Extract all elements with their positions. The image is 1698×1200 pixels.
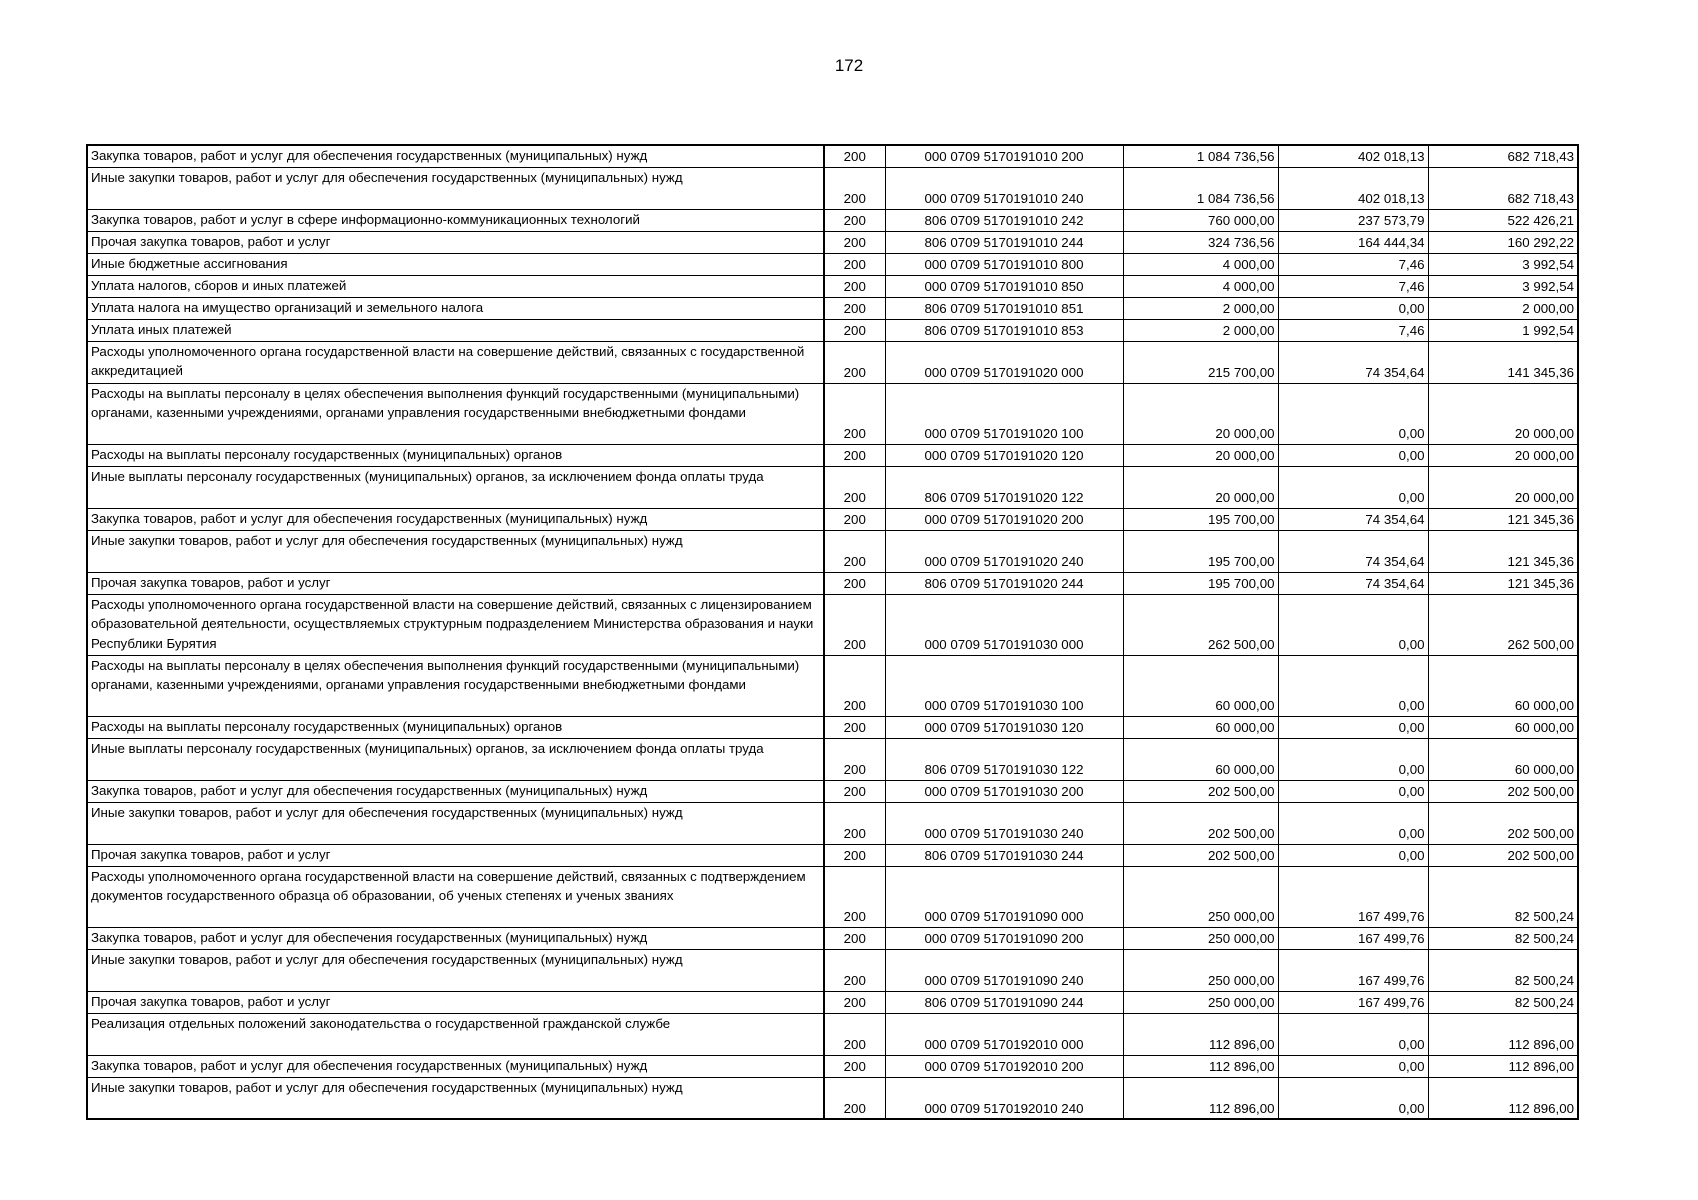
row-approved-amount-cell: 20 000,00: [1123, 466, 1278, 508]
row-name-cell: Прочая закупка товаров, работ и услуг: [87, 991, 824, 1013]
row-remaining-amount-cell: 202 500,00: [1428, 844, 1578, 866]
row-approved-amount-cell: 250 000,00: [1123, 927, 1278, 949]
row-executed-amount-cell: 0,00: [1278, 655, 1428, 716]
row-line-code-cell: 200: [824, 1013, 885, 1055]
row-approved-amount-cell: 250 000,00: [1123, 991, 1278, 1013]
row-remaining-amount-cell: 682 718,43: [1428, 167, 1578, 209]
table-row: [87, 319, 1578, 341]
row-approved-amount-cell: 250 000,00: [1123, 866, 1278, 927]
row-executed-amount-cell: 237 573,79: [1278, 209, 1428, 231]
table-row: [87, 341, 1578, 383]
table-row: [87, 738, 1578, 780]
row-executed-amount-cell: 167 499,76: [1278, 991, 1428, 1013]
row-budget-code-cell: 000 0709 5170191020 100: [885, 383, 1123, 444]
row-budget-code-cell: 806 0709 5170191010 244: [885, 231, 1123, 253]
row-budget-code-cell: 000 0709 5170191010 200: [885, 145, 1123, 167]
table-row: [87, 444, 1578, 466]
row-approved-amount-cell: 1 084 736,56: [1123, 167, 1278, 209]
row-name-cell: Уплата налогов, сборов и иных платежей: [87, 275, 824, 297]
row-executed-amount-cell: 0,00: [1278, 594, 1428, 655]
row-line-code-cell: 200: [824, 927, 885, 949]
row-name-cell: Расходы уполномоченного органа государственной власти на совершение действий, связанных с лицензированием образовательной деятельности, осуществляемых структурным подразделением Министерства образования и науки Республики Бурятия: [87, 594, 824, 655]
row-remaining-amount-cell: 2 000,00: [1428, 297, 1578, 319]
row-remaining-amount-cell: 60 000,00: [1428, 716, 1578, 738]
row-approved-amount-cell: 2 000,00: [1123, 319, 1278, 341]
row-executed-amount-cell: 0,00: [1278, 383, 1428, 444]
row-line-code-cell: 200: [824, 444, 885, 466]
row-remaining-amount-cell: 202 500,00: [1428, 780, 1578, 802]
row-name-cell: Иные выплаты персоналу государственных (муниципальных) органов, за исключением фонда оплаты труда: [87, 738, 824, 780]
row-approved-amount-cell: 250 000,00: [1123, 949, 1278, 991]
table-row: [87, 866, 1578, 927]
row-approved-amount-cell: 2 000,00: [1123, 297, 1278, 319]
row-name-cell: Прочая закупка товаров, работ и услуг: [87, 231, 824, 253]
row-name-cell: Иные выплаты персоналу государственных (муниципальных) органов, за исключением фонда оплаты труда: [87, 466, 824, 508]
row-approved-amount-cell: 4 000,00: [1123, 275, 1278, 297]
row-executed-amount-cell: 402 018,13: [1278, 167, 1428, 209]
row-approved-amount-cell: 215 700,00: [1123, 341, 1278, 383]
row-remaining-amount-cell: 202 500,00: [1428, 802, 1578, 844]
row-line-code-cell: 200: [824, 991, 885, 1013]
row-remaining-amount-cell: 112 896,00: [1428, 1077, 1578, 1119]
row-remaining-amount-cell: 121 345,36: [1428, 572, 1578, 594]
table-row: [87, 572, 1578, 594]
row-approved-amount-cell: 112 896,00: [1123, 1055, 1278, 1077]
table-row: [87, 231, 1578, 253]
table-row: [87, 297, 1578, 319]
row-name-cell: Реализация отдельных положений законодательства о государственной гражданской службе: [87, 1013, 824, 1055]
row-budget-code-cell: 806 0709 5170191010 242: [885, 209, 1123, 231]
row-line-code-cell: 200: [824, 145, 885, 167]
row-name-cell: Закупка товаров, работ и услуг для обеспечения государственных (муниципальных) нужд: [87, 780, 824, 802]
row-executed-amount-cell: 0,00: [1278, 297, 1428, 319]
row-line-code-cell: 200: [824, 844, 885, 866]
row-remaining-amount-cell: 141 345,36: [1428, 341, 1578, 383]
row-remaining-amount-cell: 20 000,00: [1428, 444, 1578, 466]
row-budget-code-cell: 000 0709 5170191010 240: [885, 167, 1123, 209]
table-row: [87, 780, 1578, 802]
row-name-cell: Расходы уполномоченного органа государственной власти на совершение действий, связанных с подтверждением документов государственного образца об образовании, об ученых степенях и ученых званиях: [87, 866, 824, 927]
row-budget-code-cell: 000 0709 5170191020 200: [885, 508, 1123, 530]
row-remaining-amount-cell: 82 500,24: [1428, 991, 1578, 1013]
row-name-cell: Расходы на выплаты персоналу государственных (муниципальных) органов: [87, 716, 824, 738]
table-row: [87, 1013, 1578, 1055]
row-budget-code-cell: 806 0709 5170191020 244: [885, 572, 1123, 594]
row-line-code-cell: 200: [824, 297, 885, 319]
table-row: [87, 209, 1578, 231]
table-row: [87, 991, 1578, 1013]
row-budget-code-cell: 806 0709 5170191030 122: [885, 738, 1123, 780]
row-name-cell: Иные закупки товаров, работ и услуг для обеспечения государственных (муниципальных) нужд: [87, 530, 824, 572]
row-executed-amount-cell: 0,00: [1278, 1055, 1428, 1077]
row-line-code-cell: 200: [824, 572, 885, 594]
row-remaining-amount-cell: 82 500,24: [1428, 949, 1578, 991]
table-row: [87, 716, 1578, 738]
row-line-code-cell: 200: [824, 209, 885, 231]
row-executed-amount-cell: 74 354,64: [1278, 341, 1428, 383]
row-remaining-amount-cell: 682 718,43: [1428, 145, 1578, 167]
row-executed-amount-cell: 0,00: [1278, 444, 1428, 466]
row-budget-code-cell: 000 0709 5170192010 000: [885, 1013, 1123, 1055]
row-approved-amount-cell: 4 000,00: [1123, 253, 1278, 275]
row-executed-amount-cell: 74 354,64: [1278, 530, 1428, 572]
row-executed-amount-cell: 7,46: [1278, 253, 1428, 275]
table-row: [87, 802, 1578, 844]
row-remaining-amount-cell: 112 896,00: [1428, 1055, 1578, 1077]
row-line-code-cell: 200: [824, 1055, 885, 1077]
row-remaining-amount-cell: 3 992,54: [1428, 253, 1578, 275]
row-name-cell: Уплата иных платежей: [87, 319, 824, 341]
row-remaining-amount-cell: 20 000,00: [1428, 383, 1578, 444]
row-line-code-cell: 200: [824, 319, 885, 341]
row-remaining-amount-cell: 1 992,54: [1428, 319, 1578, 341]
row-executed-amount-cell: 167 499,76: [1278, 866, 1428, 927]
row-line-code-cell: 200: [824, 594, 885, 655]
row-approved-amount-cell: 195 700,00: [1123, 530, 1278, 572]
row-name-cell: Закупка товаров, работ и услуг для обеспечения государственных (муниципальных) нужд: [87, 927, 824, 949]
row-name-cell: Иные бюджетные ассигнования: [87, 253, 824, 275]
row-remaining-amount-cell: 3 992,54: [1428, 275, 1578, 297]
row-budget-code-cell: 806 0709 5170191030 244: [885, 844, 1123, 866]
row-approved-amount-cell: 202 500,00: [1123, 780, 1278, 802]
row-budget-code-cell: 000 0709 5170191090 240: [885, 949, 1123, 991]
row-executed-amount-cell: 0,00: [1278, 466, 1428, 508]
row-line-code-cell: 200: [824, 738, 885, 780]
row-budget-code-cell: 806 0709 5170191090 244: [885, 991, 1123, 1013]
row-budget-code-cell: 000 0709 5170191010 800: [885, 253, 1123, 275]
row-approved-amount-cell: 195 700,00: [1123, 572, 1278, 594]
row-line-code-cell: 200: [824, 530, 885, 572]
row-approved-amount-cell: 112 896,00: [1123, 1077, 1278, 1119]
row-executed-amount-cell: 0,00: [1278, 716, 1428, 738]
table-row: [87, 253, 1578, 275]
row-budget-code-cell: 000 0709 5170191020 240: [885, 530, 1123, 572]
row-remaining-amount-cell: 160 292,22: [1428, 231, 1578, 253]
row-line-code-cell: 200: [824, 508, 885, 530]
row-line-code-cell: 200: [824, 253, 885, 275]
table-row: [87, 949, 1578, 991]
row-approved-amount-cell: 112 896,00: [1123, 1013, 1278, 1055]
row-name-cell: Расходы на выплаты персоналу государственных (муниципальных) органов: [87, 444, 824, 466]
row-budget-code-cell: 000 0709 5170191020 120: [885, 444, 1123, 466]
row-remaining-amount-cell: 20 000,00: [1428, 466, 1578, 508]
row-remaining-amount-cell: 112 896,00: [1428, 1013, 1578, 1055]
row-line-code-cell: 200: [824, 1077, 885, 1119]
row-budget-code-cell: 000 0709 5170191020 000: [885, 341, 1123, 383]
row-approved-amount-cell: 60 000,00: [1123, 716, 1278, 738]
page-number: 172: [834, 56, 864, 75]
row-name-cell: Закупка товаров, работ и услуг в сфере информационно-коммуникационных технологий: [87, 209, 824, 231]
row-approved-amount-cell: 202 500,00: [1123, 802, 1278, 844]
row-name-cell: Расходы на выплаты персоналу в целях обеспечения выполнения функций государственными (муниципальными) органами, казенными учреждениями, органами управления государственными внебюджетными фондами: [87, 383, 824, 444]
row-budget-code-cell: 000 0709 5170191030 240: [885, 802, 1123, 844]
row-line-code-cell: 200: [824, 383, 885, 444]
row-remaining-amount-cell: 121 345,36: [1428, 530, 1578, 572]
row-budget-code-cell: 000 0709 5170192010 200: [885, 1055, 1123, 1077]
row-remaining-amount-cell: 522 426,21: [1428, 209, 1578, 231]
row-approved-amount-cell: 262 500,00: [1123, 594, 1278, 655]
table-row: [87, 275, 1578, 297]
table-row: [87, 508, 1578, 530]
table-body: [87, 145, 1578, 1119]
table-row: [87, 1055, 1578, 1077]
row-remaining-amount-cell: 82 500,24: [1428, 866, 1578, 927]
row-executed-amount-cell: 7,46: [1278, 275, 1428, 297]
row-remaining-amount-cell: 121 345,36: [1428, 508, 1578, 530]
budget-execution-table: [86, 144, 1579, 1120]
table-row: [87, 594, 1578, 655]
table-row: [87, 530, 1578, 572]
row-line-code-cell: 200: [824, 167, 885, 209]
row-line-code-cell: 200: [824, 780, 885, 802]
row-line-code-cell: 200: [824, 466, 885, 508]
row-budget-code-cell: 806 0709 5170191010 851: [885, 297, 1123, 319]
table-row: [87, 655, 1578, 716]
table-row: [87, 927, 1578, 949]
row-approved-amount-cell: 1 084 736,56: [1123, 145, 1278, 167]
table-row: [87, 466, 1578, 508]
row-budget-code-cell: 000 0709 5170192010 240: [885, 1077, 1123, 1119]
row-name-cell: Закупка товаров, работ и услуг для обеспечения государственных (муниципальных) нужд: [87, 508, 824, 530]
row-executed-amount-cell: 0,00: [1278, 844, 1428, 866]
row-executed-amount-cell: 0,00: [1278, 780, 1428, 802]
row-approved-amount-cell: 20 000,00: [1123, 444, 1278, 466]
row-approved-amount-cell: 20 000,00: [1123, 383, 1278, 444]
row-line-code-cell: 200: [824, 655, 885, 716]
row-executed-amount-cell: 0,00: [1278, 1077, 1428, 1119]
row-budget-code-cell: 000 0709 5170191030 120: [885, 716, 1123, 738]
row-remaining-amount-cell: 60 000,00: [1428, 738, 1578, 780]
row-name-cell: Иные закупки товаров, работ и услуг для обеспечения государственных (муниципальных) нужд: [87, 167, 824, 209]
row-executed-amount-cell: 167 499,76: [1278, 949, 1428, 991]
row-name-cell: Закупка товаров, работ и услуг для обеспечения государственных (муниципальных) нужд: [87, 1055, 824, 1077]
row-executed-amount-cell: 0,00: [1278, 802, 1428, 844]
row-approved-amount-cell: 60 000,00: [1123, 738, 1278, 780]
row-name-cell: Иные закупки товаров, работ и услуг для обеспечения государственных (муниципальных) нужд: [87, 1077, 824, 1119]
row-executed-amount-cell: 402 018,13: [1278, 145, 1428, 167]
row-name-cell: Иные закупки товаров, работ и услуг для обеспечения государственных (муниципальных) нужд: [87, 949, 824, 991]
row-approved-amount-cell: 760 000,00: [1123, 209, 1278, 231]
row-budget-code-cell: 000 0709 5170191030 200: [885, 780, 1123, 802]
table-row: [87, 167, 1578, 209]
row-approved-amount-cell: 195 700,00: [1123, 508, 1278, 530]
row-budget-code-cell: 000 0709 5170191090 000: [885, 866, 1123, 927]
row-executed-amount-cell: 0,00: [1278, 1013, 1428, 1055]
row-line-code-cell: 200: [824, 231, 885, 253]
row-name-cell: Закупка товаров, работ и услуг для обеспечения государственных (муниципальных) нужд: [87, 145, 824, 167]
row-line-code-cell: 200: [824, 275, 885, 297]
row-approved-amount-cell: 202 500,00: [1123, 844, 1278, 866]
row-executed-amount-cell: 74 354,64: [1278, 572, 1428, 594]
row-budget-code-cell: 806 0709 5170191010 853: [885, 319, 1123, 341]
row-executed-amount-cell: 74 354,64: [1278, 508, 1428, 530]
row-name-cell: Уплата налога на имущество организаций и земельного налога: [87, 297, 824, 319]
row-budget-code-cell: 806 0709 5170191020 122: [885, 466, 1123, 508]
row-name-cell: Прочая закупка товаров, работ и услуг: [87, 844, 824, 866]
row-executed-amount-cell: 167 499,76: [1278, 927, 1428, 949]
row-budget-code-cell: 000 0709 5170191090 200: [885, 927, 1123, 949]
row-line-code-cell: 200: [824, 949, 885, 991]
row-remaining-amount-cell: 60 000,00: [1428, 655, 1578, 716]
row-name-cell: Расходы уполномоченного органа государственной власти на совершение действий, связанных с государственной аккредитацией: [87, 341, 824, 383]
row-remaining-amount-cell: 82 500,24: [1428, 927, 1578, 949]
row-executed-amount-cell: 0,00: [1278, 738, 1428, 780]
row-budget-code-cell: 000 0709 5170191030 100: [885, 655, 1123, 716]
row-name-cell: Прочая закупка товаров, работ и услуг: [87, 572, 824, 594]
row-line-code-cell: 200: [824, 866, 885, 927]
row-executed-amount-cell: 164 444,34: [1278, 231, 1428, 253]
row-name-cell: Расходы на выплаты персоналу в целях обеспечения выполнения функций государственными (муниципальными) органами, казенными учреждениями, органами управления государственными внебюджетными фондами: [87, 655, 824, 716]
row-budget-code-cell: 000 0709 5170191030 000: [885, 594, 1123, 655]
row-remaining-amount-cell: 262 500,00: [1428, 594, 1578, 655]
row-line-code-cell: 200: [824, 802, 885, 844]
table-row: [87, 145, 1578, 167]
table-row: [87, 383, 1578, 444]
row-line-code-cell: 200: [824, 341, 885, 383]
row-budget-code-cell: 000 0709 5170191010 850: [885, 275, 1123, 297]
row-line-code-cell: 200: [824, 716, 885, 738]
row-approved-amount-cell: 324 736,56: [1123, 231, 1278, 253]
row-executed-amount-cell: 7,46: [1278, 319, 1428, 341]
table-row: [87, 1077, 1578, 1119]
table-row: [87, 844, 1578, 866]
row-name-cell: Иные закупки товаров, работ и услуг для обеспечения государственных (муниципальных) нужд: [87, 802, 824, 844]
row-approved-amount-cell: 60 000,00: [1123, 655, 1278, 716]
